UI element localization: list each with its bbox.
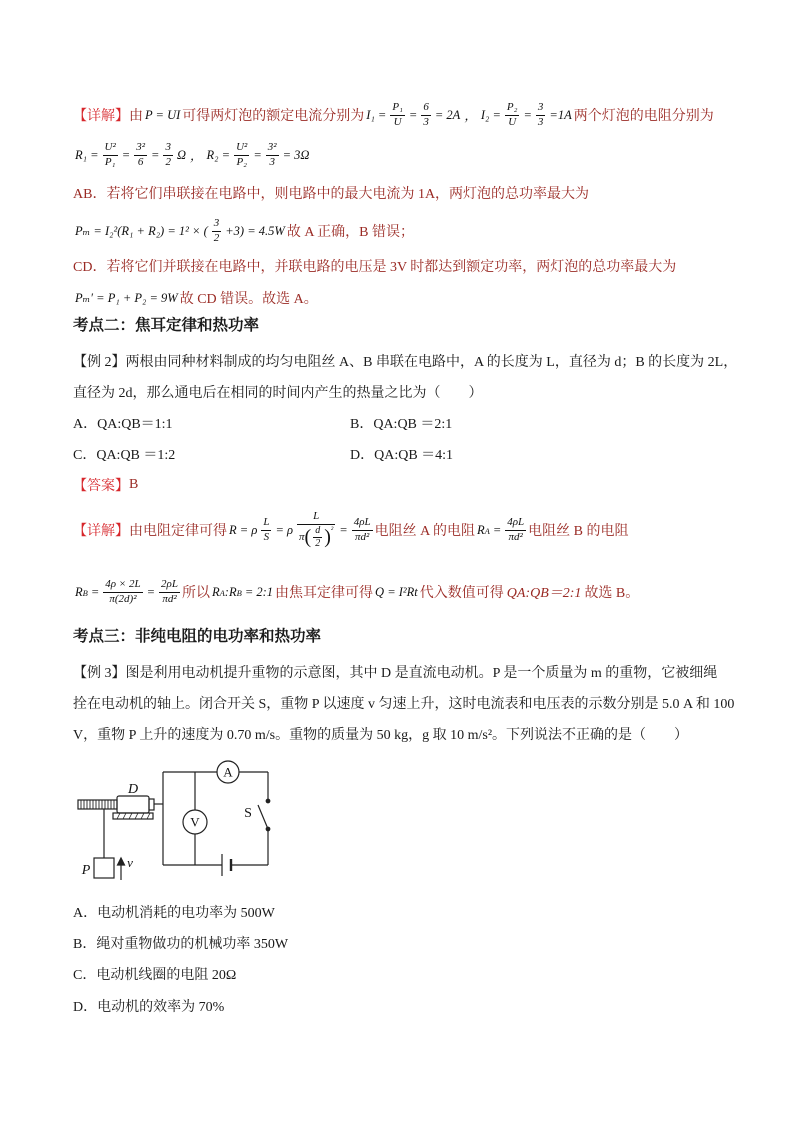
formula: =1A bbox=[549, 107, 572, 122]
analysis-formula: QA:QB＝2:1 bbox=[506, 586, 582, 601]
fraction-denominator: 2 bbox=[315, 537, 321, 549]
fraction-denominator: 2 bbox=[165, 155, 171, 168]
fraction bbox=[505, 101, 520, 128]
answer-value: B bbox=[129, 477, 139, 492]
detail1-line-3 bbox=[73, 178, 589, 208]
option-text: A．电动机消耗的电功率为 500W bbox=[73, 906, 275, 921]
formula: = 2A bbox=[434, 107, 461, 122]
option-text: D．电动机的效率为 70% bbox=[73, 1000, 225, 1015]
detail-label: 【详解】 bbox=[73, 109, 129, 124]
analysis-text: 电阻丝 B 的电阻 bbox=[528, 524, 629, 539]
option-text: D．QA:QB ＝4:1 bbox=[350, 448, 454, 463]
option-text: B．绳对重物做功的机械功率 350W bbox=[73, 937, 289, 952]
formula: Q = I²Rt bbox=[375, 584, 418, 599]
fraction-denominator: U bbox=[393, 115, 402, 128]
fraction-numerator: d bbox=[315, 524, 321, 536]
equals-sign: = bbox=[523, 107, 532, 122]
fraction bbox=[390, 101, 405, 128]
motor-base-hatch bbox=[117, 813, 150, 819]
analysis-text: 由电阻定律可得 bbox=[129, 524, 227, 539]
formula: +3) = 4.5W bbox=[225, 223, 285, 238]
detail1-line-5 bbox=[73, 251, 676, 281]
section-heading-2 bbox=[73, 309, 259, 339]
detail1-line-1 bbox=[73, 100, 714, 130]
formula: R₁ = bbox=[75, 147, 99, 162]
equals-sign: = bbox=[339, 522, 348, 537]
fraction-numerator: 6 bbox=[421, 101, 431, 115]
equals-sign: = bbox=[492, 522, 502, 537]
fraction-numerator: 3 bbox=[163, 141, 173, 155]
heading-text: 考点三：非纯电阻的电功率和热功率 bbox=[73, 628, 322, 645]
example2-answer bbox=[73, 470, 138, 500]
ammeter-label: A bbox=[223, 764, 233, 780]
velocity-label: v bbox=[127, 855, 133, 870]
subscript: B bbox=[236, 587, 242, 598]
fraction bbox=[212, 217, 222, 244]
formula: I₁ = bbox=[366, 107, 387, 122]
fraction-denominator bbox=[297, 525, 335, 550]
fraction-numerator: 3 bbox=[536, 101, 546, 115]
analysis-text: 电阻丝 A 的电阻 bbox=[374, 524, 475, 539]
fraction-denominator: P₁ bbox=[104, 155, 116, 168]
fraction-numerator: 3² bbox=[266, 141, 279, 155]
subscript: A bbox=[484, 525, 490, 536]
fraction bbox=[313, 525, 322, 550]
fraction-numerator: 2ρL bbox=[159, 578, 180, 592]
fraction-denominator: 3 bbox=[269, 155, 275, 168]
weight-block-icon bbox=[94, 858, 114, 878]
velocity-arrowhead bbox=[118, 858, 125, 865]
example3-option-d[interactable] bbox=[73, 991, 224, 1021]
example3-option-b[interactable] bbox=[73, 928, 288, 958]
motor-body-icon bbox=[117, 796, 149, 813]
equals-sign: = bbox=[121, 147, 131, 162]
formula: P = UI bbox=[145, 107, 181, 122]
fraction-denominator: 2 bbox=[213, 231, 220, 244]
analysis-text: 由焦耳定律可得 bbox=[275, 586, 374, 601]
colon: : bbox=[224, 584, 229, 599]
fraction-numerator: L bbox=[297, 510, 335, 524]
analysis-text: 故 A 正确，B 错误； bbox=[286, 225, 415, 240]
fraction-numerator: U² bbox=[103, 141, 118, 155]
analysis-text: 故选 B。 bbox=[584, 586, 640, 601]
equals-sign: = bbox=[146, 584, 156, 599]
fraction-denominator: π(2d)² bbox=[109, 592, 137, 605]
fraction bbox=[421, 101, 431, 128]
fraction-numerator: 3 bbox=[212, 217, 222, 231]
formula bbox=[75, 585, 99, 600]
symbol: R bbox=[476, 522, 485, 537]
equals-sign: = bbox=[253, 147, 262, 162]
pi-symbol: π bbox=[299, 530, 305, 543]
example2-line-1 bbox=[73, 346, 737, 376]
formula: = 3Ω bbox=[282, 147, 310, 162]
fraction bbox=[159, 578, 180, 605]
motor-label: D bbox=[127, 782, 139, 797]
switch-blade-icon bbox=[258, 805, 268, 829]
formula: R₂ = bbox=[206, 147, 231, 162]
fraction bbox=[103, 578, 142, 605]
switch-contact-top bbox=[266, 799, 270, 803]
example2-option-a[interactable] bbox=[73, 408, 173, 438]
answer-label: 【答案】 bbox=[73, 479, 129, 494]
fraction bbox=[261, 516, 271, 543]
fraction bbox=[266, 141, 279, 168]
option-text: C．QA:QB ＝1:2 bbox=[73, 448, 176, 463]
fraction bbox=[536, 101, 546, 128]
equals-sign: = bbox=[408, 107, 418, 122]
fraction-numerator: P₂ bbox=[505, 101, 520, 115]
detail1-line-4 bbox=[73, 216, 414, 246]
fraction-numerator: L bbox=[261, 516, 271, 530]
fraction-numerator: 4ρL bbox=[352, 516, 373, 530]
weight-label: P bbox=[81, 863, 91, 878]
analysis-text: AB．若将它们串联接在电路中，则电路中的最大电流为 1A，两灯泡的总功率最大为 bbox=[73, 187, 590, 202]
fraction-denominator: πd² bbox=[355, 530, 370, 543]
fraction bbox=[163, 141, 173, 168]
question-text: 【例 2】两根由同种材料制成的均匀电阻丝 A、B 串联在电路中，A 的长度为 L，直径为 d；B 的长度为 2L， bbox=[73, 355, 738, 370]
fraction-denominator: πd² bbox=[162, 592, 177, 605]
example2-line-2 bbox=[73, 377, 483, 407]
analysis-text: 代入数值可得 bbox=[419, 586, 504, 601]
fraction-denominator: 3 bbox=[423, 115, 429, 128]
detail2-line-1 bbox=[73, 500, 629, 560]
motor-circuit-diagram bbox=[70, 758, 280, 886]
fraction bbox=[234, 141, 249, 168]
unit: Ω bbox=[176, 147, 187, 162]
rope-coil-icon bbox=[81, 800, 114, 809]
symbol: R bbox=[211, 584, 220, 599]
option-text: C．电动机线圈的电阻 20Ω bbox=[73, 968, 237, 983]
fraction bbox=[352, 516, 373, 543]
example3-option-a[interactable] bbox=[73, 897, 275, 927]
motor-end-cap bbox=[149, 799, 154, 810]
analysis-text: CD．若将它们并联接在电路中，并联电路的电压是 3V 时都达到额定功率，两灯泡的总功率最大为 bbox=[73, 260, 677, 275]
fraction bbox=[134, 141, 147, 168]
left-paren: ( bbox=[304, 526, 312, 549]
subscript: B bbox=[82, 587, 88, 598]
fraction-numerator: P₁ bbox=[390, 101, 405, 115]
example3-option-c[interactable] bbox=[73, 959, 236, 989]
analysis-text: 由 bbox=[129, 109, 143, 124]
fraction-denominator: S bbox=[263, 530, 270, 543]
voltmeter-label: V bbox=[190, 814, 200, 830]
fraction-denominator: P₂ bbox=[236, 155, 247, 168]
fraction bbox=[505, 516, 526, 543]
option-text: B．QA:QB ＝2:1 bbox=[350, 417, 453, 432]
formula: = ρ bbox=[275, 522, 294, 537]
formula: Pₘ′ = P₁ + P₂ = 9W bbox=[75, 291, 178, 305]
motor-base bbox=[113, 813, 153, 819]
fraction-denominator: 6 bbox=[137, 155, 144, 168]
fraction-numerator: 3² bbox=[134, 141, 147, 155]
detail2-line-2 bbox=[73, 575, 639, 609]
ratio-result: = 2:1 bbox=[244, 584, 274, 599]
example3-line-2 bbox=[73, 688, 734, 718]
symbol: R bbox=[228, 584, 237, 599]
example2-option-c[interactable] bbox=[73, 439, 175, 469]
detail1-line-2 bbox=[73, 140, 311, 170]
question-text: 直径为 2d，那么通电后在相同的时间内产生的热量之比为（ ） bbox=[73, 386, 483, 401]
formula: I₂ = bbox=[480, 107, 501, 122]
analysis-text: 可得两灯泡的额定电流分别为 bbox=[182, 109, 365, 124]
fraction-numerator: 4ρL bbox=[505, 516, 526, 530]
fraction-numerator: U² bbox=[234, 141, 249, 155]
right-paren: ) bbox=[324, 526, 331, 549]
option-text: A．QA:QB＝1:1 bbox=[73, 417, 173, 432]
symbol: R bbox=[75, 584, 83, 599]
example2-option-b[interactable] bbox=[350, 408, 452, 438]
ratio-formula bbox=[212, 585, 273, 600]
subscript: A bbox=[219, 587, 225, 598]
fraction-denominator: πd² bbox=[508, 530, 523, 543]
question-text: 【例 3】图是利用电动机提升重物的示意图，其中 D 是直流电动机。P 是一个质量为 m 的重物，它被细绳 bbox=[73, 666, 718, 681]
analysis-text: 所以 bbox=[181, 586, 210, 601]
formula: Pₘ = I₂²(R₁ + R₂) = 1² × ( bbox=[75, 224, 208, 238]
fraction-numerator: 4ρ × 2L bbox=[103, 578, 142, 592]
fraction-denominator: 3 bbox=[537, 115, 544, 128]
question-text: 拴在电动机的轴上。闭合开关 S，重物 P 以速度 v 匀速上升，这时电流表和电压表的示数分别是 5.0 A 和 100 bbox=[73, 697, 735, 712]
formula: R = ρ bbox=[229, 522, 258, 537]
switch-label: S bbox=[244, 806, 252, 821]
example2-option-d[interactable] bbox=[350, 439, 453, 469]
analysis-text: 故 CD 错误。故选 A。 bbox=[179, 292, 318, 307]
equals-sign: = bbox=[151, 147, 160, 162]
question-text: V，重物 P 上升的速度为 0.70 m/s。重物的质量为 50 kg，g 取 10 m/s²。下列说法不正确的是（ ） bbox=[73, 728, 689, 743]
comma: ， bbox=[190, 149, 203, 163]
comma: ， bbox=[464, 109, 477, 123]
analysis-text: 两个灯泡的电阻分别为 bbox=[573, 109, 714, 124]
square-exponent: ² bbox=[330, 524, 334, 534]
detail-label: 【详解】 bbox=[73, 524, 129, 539]
example3-line-1 bbox=[73, 657, 717, 687]
formula bbox=[477, 523, 501, 538]
example3-line-3 bbox=[73, 719, 688, 749]
fraction bbox=[297, 510, 335, 549]
fraction-denominator: U bbox=[508, 115, 517, 128]
equals-sign: = bbox=[90, 584, 100, 599]
fraction bbox=[103, 141, 118, 168]
heading-text: 考点二：焦耳定律和热功率 bbox=[73, 317, 260, 334]
section-heading-3 bbox=[73, 620, 321, 650]
